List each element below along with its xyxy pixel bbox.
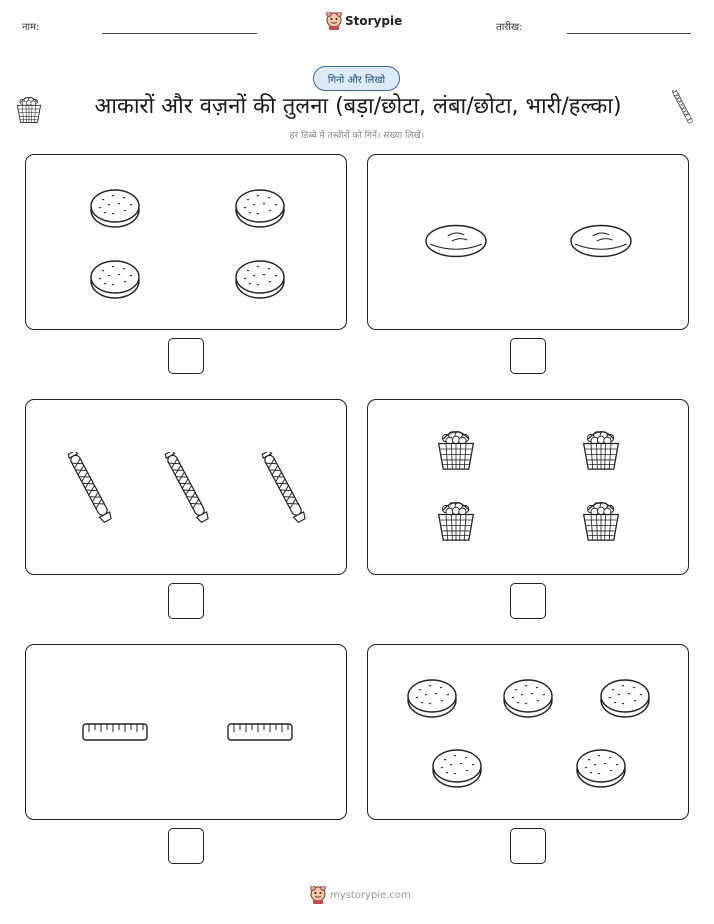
- instructions: हर डिब्बे में तस्वीरों को गिनें। संख्या लिखें।: [289, 131, 425, 141]
- brand-logo: [326, 12, 402, 30]
- roti-icon: [234, 258, 286, 300]
- roti-icon: [502, 677, 554, 719]
- ruler-icon: [227, 723, 293, 741]
- roti-icon: [89, 187, 141, 229]
- answer-box-3[interactable]: [168, 583, 204, 619]
- footer: [310, 886, 411, 904]
- mascot-icon: [326, 12, 342, 30]
- count-panel-6: [367, 644, 689, 820]
- braid-icon: [668, 90, 696, 126]
- activity-badge: गिनो और लिखो: [313, 66, 400, 91]
- braid-icon: [66, 452, 112, 528]
- roti-icon: [575, 747, 627, 789]
- roti-icon: [406, 677, 458, 719]
- footer-url[interactable]: mystorypie.com: [330, 889, 411, 901]
- roti-icon: [234, 187, 286, 229]
- basket-icon: [15, 94, 43, 124]
- count-panel-4: [367, 399, 689, 575]
- basket-icon: [580, 498, 622, 542]
- count-panel-2: [367, 154, 689, 330]
- brand-name: Storypie: [345, 14, 403, 28]
- date-field[interactable]: [567, 33, 691, 34]
- ruler-icon: [82, 723, 148, 741]
- answer-box-4[interactable]: [510, 583, 546, 619]
- basket-icon: [435, 427, 477, 471]
- date-label: तारीख:: [496, 22, 523, 33]
- braid-icon: [260, 452, 306, 528]
- basket-icon: [580, 427, 622, 471]
- bread-loaf-icon: [425, 223, 487, 259]
- roti-icon: [599, 677, 651, 719]
- count-panel-3: [25, 399, 347, 575]
- braid-icon: [163, 452, 209, 528]
- page-title: आकारों और वज़नों की तुलना (बड़ा/छोटा, लंबा/छोटा, भारी/हल्का): [94, 94, 622, 119]
- roti-icon: [431, 747, 483, 789]
- roti-icon: [89, 258, 141, 300]
- count-panel-1: [25, 154, 347, 330]
- count-panel-5: [25, 644, 347, 820]
- bread-loaf-icon: [570, 223, 632, 259]
- name-label: नाम:: [22, 22, 40, 33]
- answer-box-2[interactable]: [510, 338, 546, 374]
- answer-box-5[interactable]: [168, 828, 204, 864]
- mascot-icon: [310, 886, 326, 904]
- answer-box-1[interactable]: [168, 338, 204, 374]
- answer-box-6[interactable]: [510, 828, 546, 864]
- name-field[interactable]: [102, 33, 257, 34]
- basket-icon: [435, 498, 477, 542]
